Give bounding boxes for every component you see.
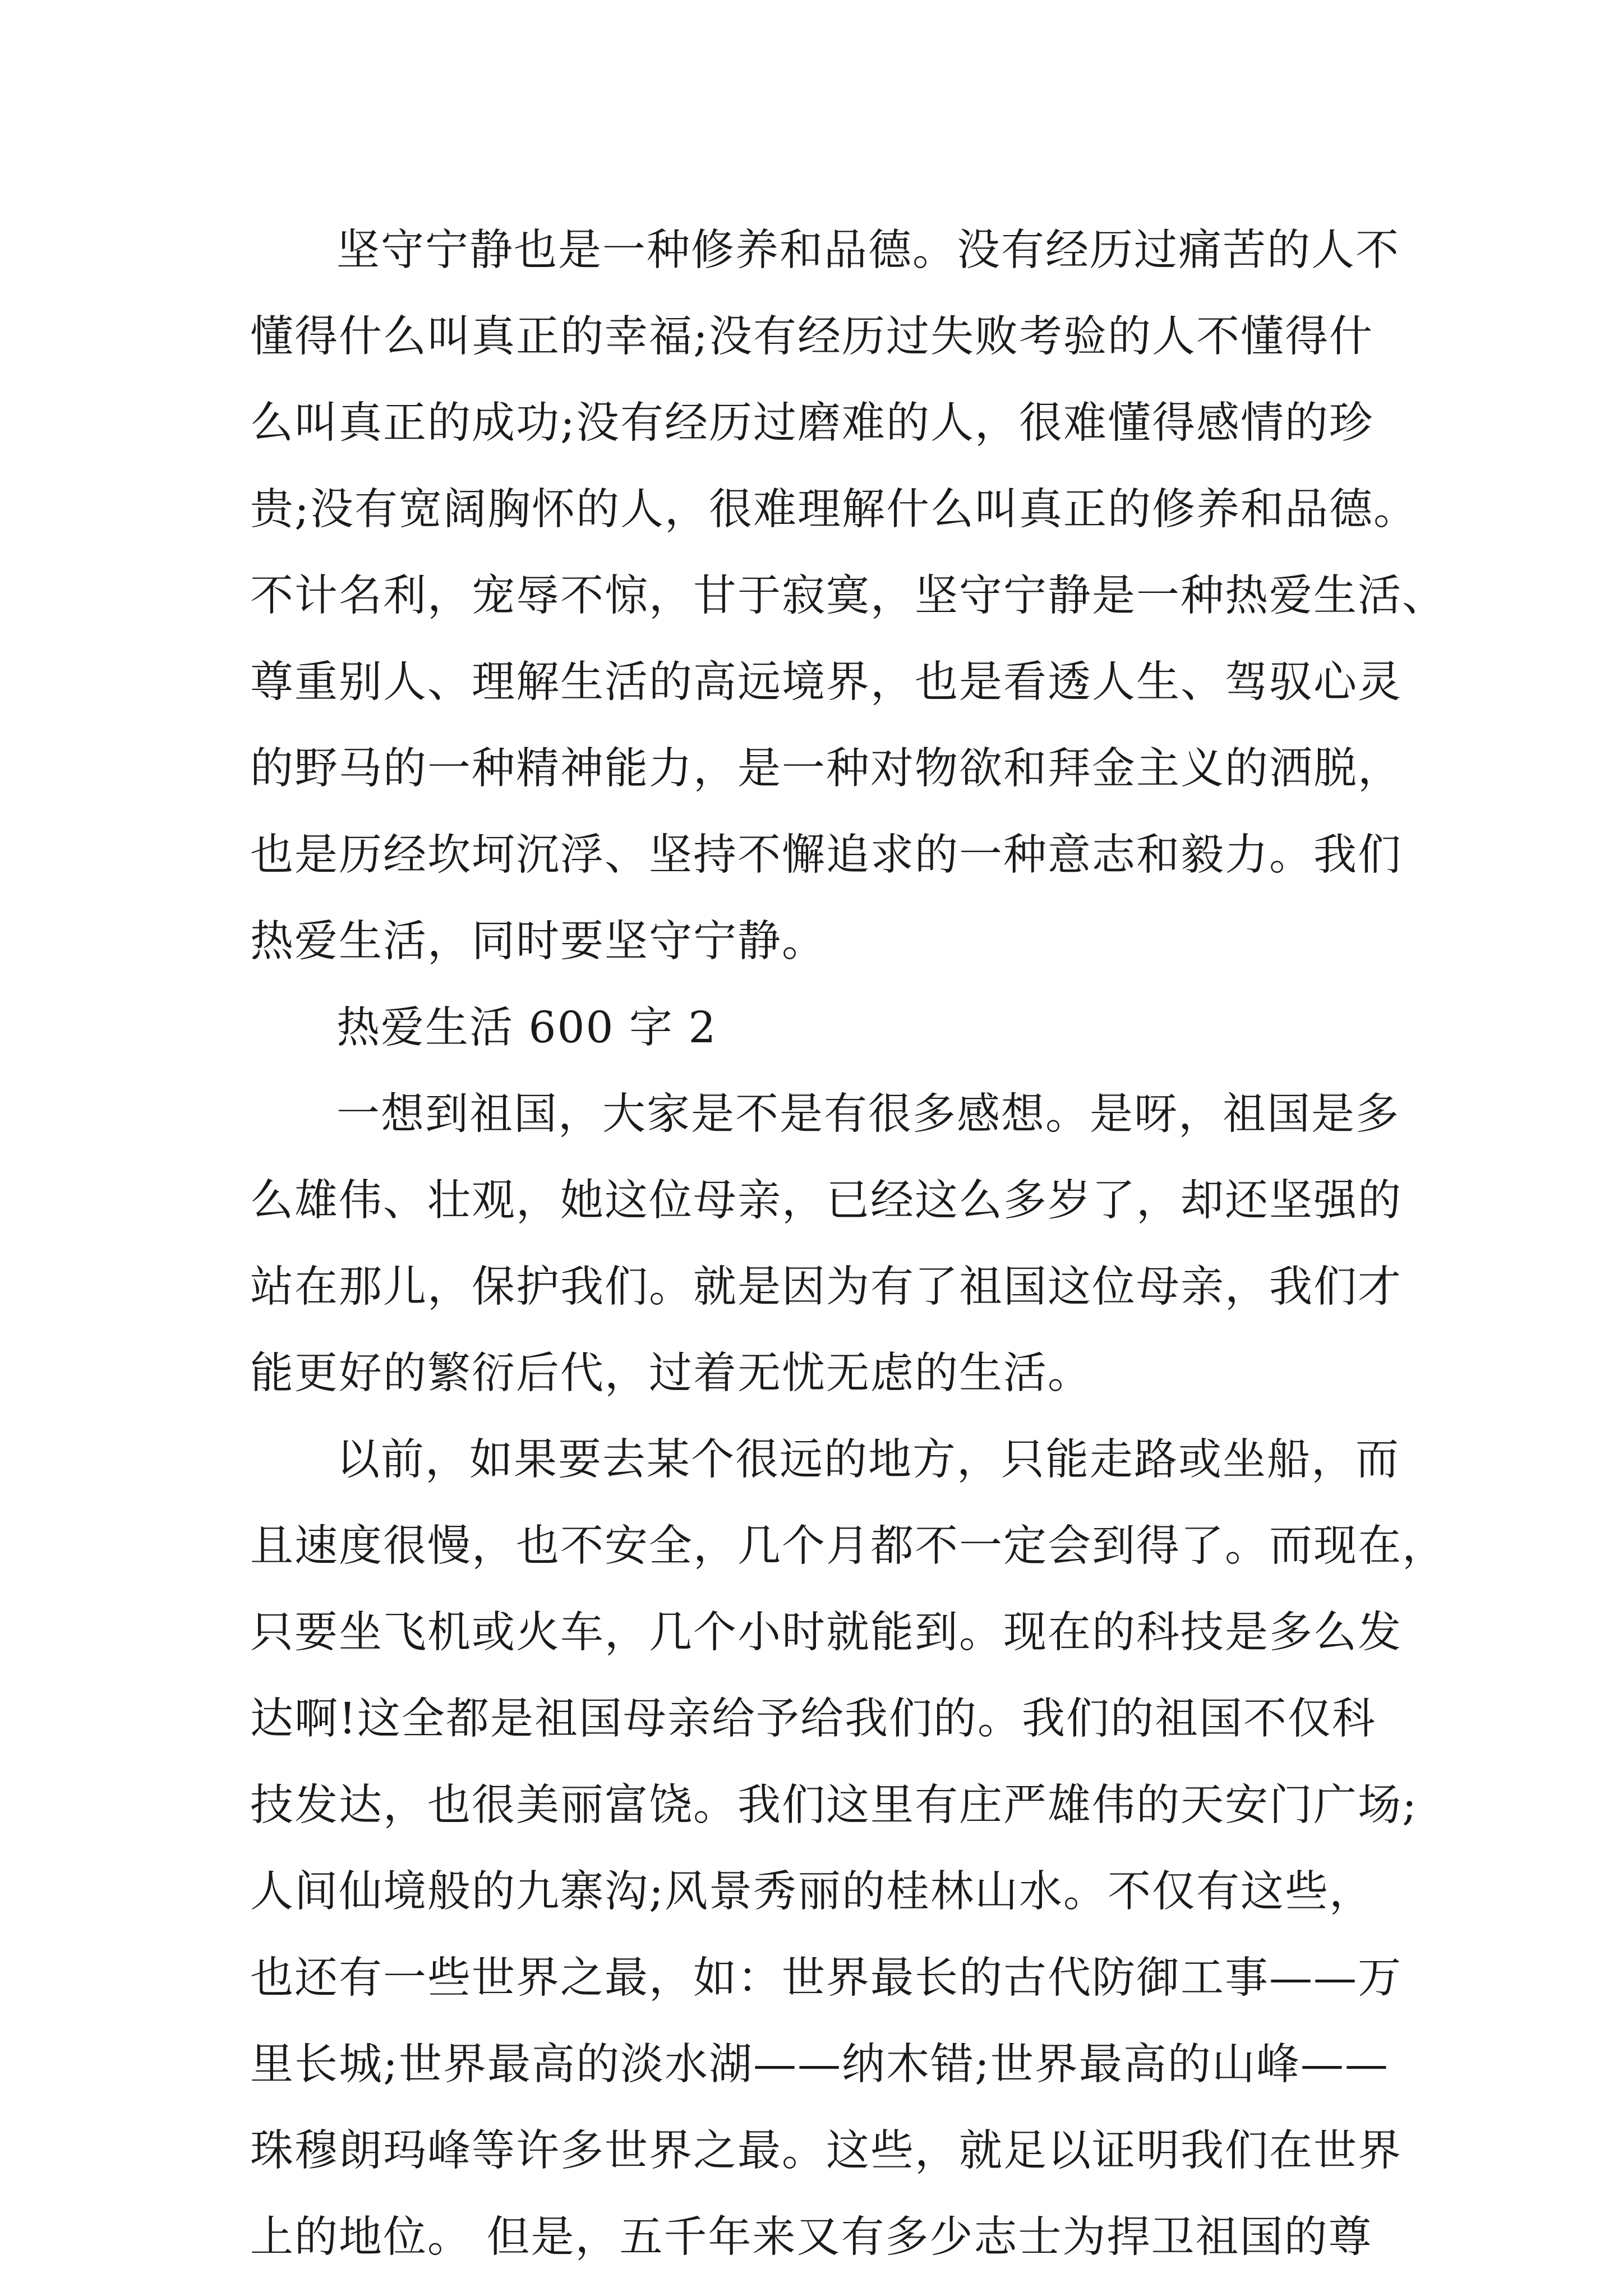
text-line: 也是历经坎坷沉浮、坚持不懈追求的一种意志和毅力。我们 (250, 830, 1402, 880)
text-line: 贵;没有宽阔胸怀的人，很难理解什么叫真正的修养和品德。 (250, 485, 1418, 535)
text-line: 懂得什么叫真正的幸福;没有经历过失败考验的人不懂得什 (250, 312, 1373, 362)
text-line: 上的地位。 但是，五千年来又有多少志士为捍卫祖国的尊 (250, 2212, 1373, 2262)
text-line: 热爱生活 600 字 2 (336, 1003, 717, 1053)
text-line: 尊重别人、理解生活的高远境界，也是看透人生、驾驭心灵 (250, 657, 1402, 707)
text-line: 达啊!这全都是祖国母亲给予给我们的。我们的祖国不仅科 (250, 1694, 1376, 1744)
text-line: 么叫真正的成功;没有经历过磨难的人，很难懂得感情的珍 (250, 398, 1373, 448)
text-line: 站在那儿，保护我们。就是因为有了祖国这位母亲，我们才 (250, 1262, 1402, 1312)
text-line: 热爱生活，同时要坚守宁静。 (250, 917, 826, 967)
text-line: 人间仙境般的九寨沟;风景秀丽的桂林山水。不仅有这些， (250, 1867, 1373, 1917)
text-line: 珠穆朗玛峰等许多世界之最。这些，就足以证明我们在世界 (250, 2126, 1402, 2176)
text-line: 不计名利，宠辱不惊，甘于寂寞，坚守宁静是一种热爱生活、 (250, 571, 1446, 621)
text-line: 一想到祖国，大家是不是有很多感想。是呀，祖国是多 (336, 1089, 1400, 1139)
text-line: 的野马的一种精神能力，是一种对物欲和拜金主义的洒脱， (250, 744, 1402, 794)
text-line: 技发达，也很美丽富饶。我们这里有庄严雄伟的天安门广场; (250, 1780, 1418, 1830)
text-line: 也还有一些世界之最，如：世界最长的古代防御工事——万 (250, 1953, 1402, 2003)
text-line: 且速度很慢，也不安全，几个月都不一定会到得了。而现在， (250, 1521, 1446, 1571)
body-text (250, 208, 1446, 2281)
text-line: 么雄伟、壮观，她这位母亲，已经这么多岁了，却还坚强的 (250, 1176, 1402, 1226)
text-line: 坚守宁静也是一种修养和品德。没有经历过痛苦的人不 (336, 226, 1400, 275)
text-line: 能更好的繁衍后代，过着无忧无虑的生活。 (250, 1349, 1092, 1398)
text-line: 里长城;世界最高的淡水湖——纳木错;世界最高的山峰—— (250, 2040, 1389, 2090)
text-line: 以前，如果要去某个很远的地方，只能走路或坐船，而 (336, 1435, 1400, 1485)
text-line: 只要坐飞机或火车，几个小时就能到。现在的科技是多么发 (250, 1608, 1402, 1658)
